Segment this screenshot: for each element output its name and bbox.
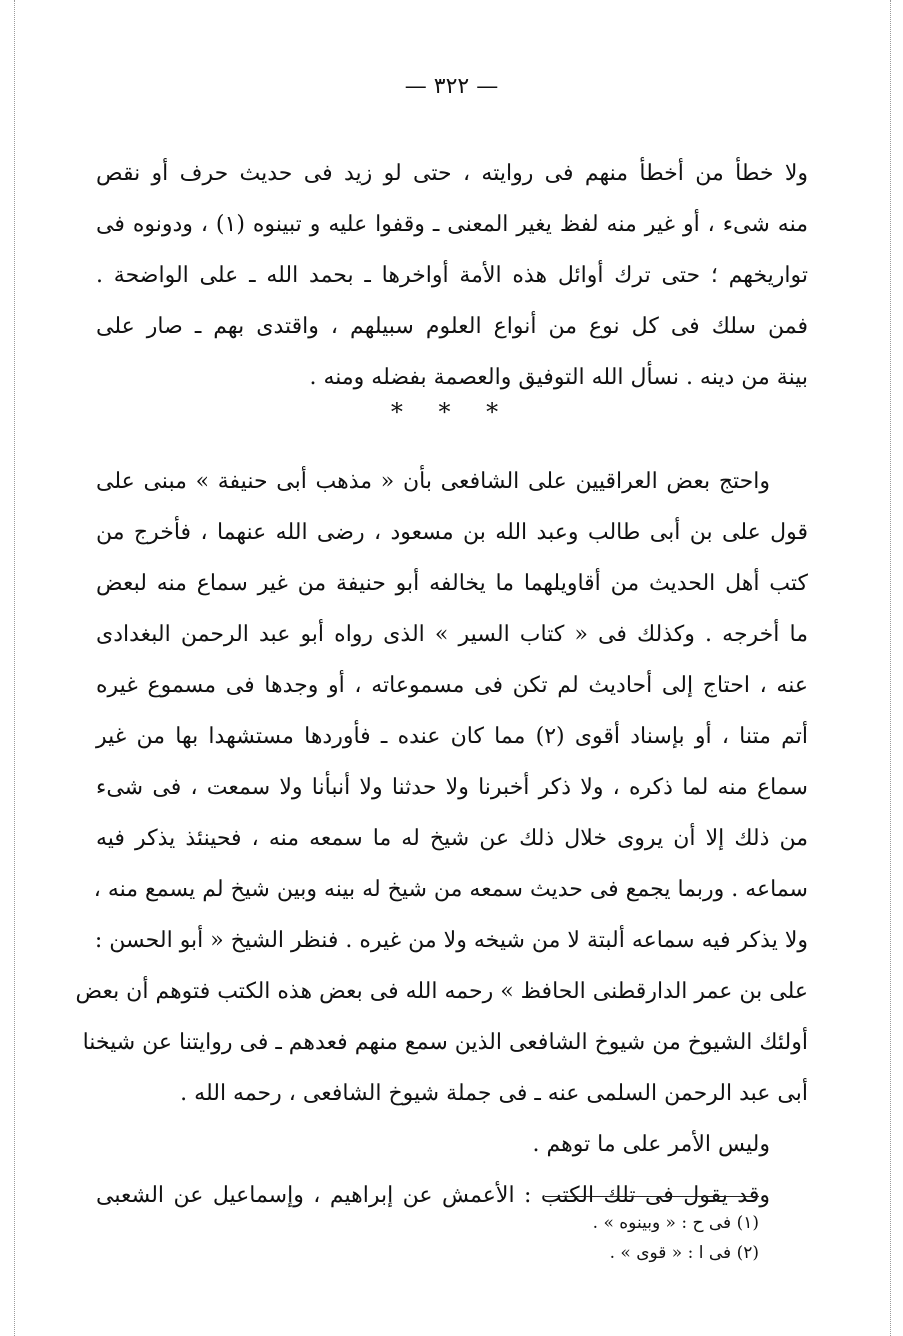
text-line: فمن سلك فى كل نوع من أنواع العلوم سبيلهم ، واقتدى بهم ـ صار على [96,314,808,339]
left-margin-rule [14,0,15,1336]
text-line: بينة من دينه . نسأل الله التوفيق والعصمة بفضله ومنه . [309,365,808,390]
text-line: منه شىء ، أو غير منه لفظ يغير المعنى ـ وقفوا عليه و تبينوه (١) ، ودونوه فى [96,212,809,237]
page-number: — ٣٢٢ — [404,74,499,99]
text-line: ولا يذكر فيه سماعه ألبتة لا من شيخه ولا من غيره . فنظر الشيخ « أبو الحسن : [94,928,808,953]
footnotes [545,1208,759,1268]
text-line: أبى عبد الرحمن السلمى عنه ـ فى جملة شيوخ الشافعى ، رحمه الله . [180,1081,808,1106]
text-line: واحتج بعض العراقيين على الشافعى بأن « مذهب أبى حنيفة » مبنى على [96,469,770,494]
text-line: ولا خطأ من أخطأ منهم فى روايته ، حتى لو زيد فى حديث حرف أو نقص [96,161,808,186]
paragraph-section-2 [75,456,808,1221]
paragraph-section-1 [96,148,808,403]
text-line: وقد يقول فى تلك الكتب : الأعمش عن إبراهيم ، وإسماعيل عن الشعبى [96,1183,770,1208]
text-line: ما أخرجه . وكذلك فى « كتاب السير » الذى رواه أبو عبد الرحمن البغدادى [96,622,808,647]
text-line: على بن عمر الدارقطنى الحافظ » رحمه الله فى بعض هذه الكتب فتوهم أن بعض [75,979,808,1004]
text-line: أولئك الشيوخ من شيوخ الشافعى الذين سمع منهم فعدهم ـ فى روايتنا عن شيخنا [82,1030,808,1055]
text-line: كتب أهل الحديث من أقاويلهما ما يخالفه أبو حنيفة من غير سماع منه لبعض [96,571,808,596]
section-separator: * * * [390,398,513,426]
footnote: (١) فى ح : « وبينوه » . [592,1213,759,1233]
text-line: سماعه . وربما يجمع فى حديث سمعه من شيخ له بينه وبين شيخ لم يسمع منه ، [93,877,808,902]
text-line: وليس الأمر على ما توهم . [532,1132,770,1157]
text-line: تواريخهم ؛ حتى ترك أوائل هذه الأمة أواخرها ـ بحمد الله ـ على الواضحة . [96,263,808,288]
text-line: من ذلك إلا أن يروى خلال ذلك عن شيخ له ما سمعه منه ، فحينئذ يذكر فيه [96,826,808,851]
text-line: عنه ، احتاج إلى أحاديث لم تكن فى مسموعاته ، أو وجدها فى مسموع غيره [96,673,808,698]
footnote-rule [545,1196,759,1197]
text-line: سماع منه لما ذكره ، ولا ذكر أخبرنا ولا حدثنا ولا أنبأنا ولا سمعت ، فى شىء [96,775,808,800]
footnote: (٢) فى ا : « قوى » . [609,1243,759,1263]
text-line: قول على بن أبى طالب وعبد الله بن مسعود ، رضى الله عنهما ، فأخرج من [96,520,808,545]
right-margin-rule [890,0,891,1336]
text-line: أتم متنا ، أو بإسناد أقوى (٢) مما كان عنده ـ فأوردها مستشهدا بها من غير [96,724,808,749]
